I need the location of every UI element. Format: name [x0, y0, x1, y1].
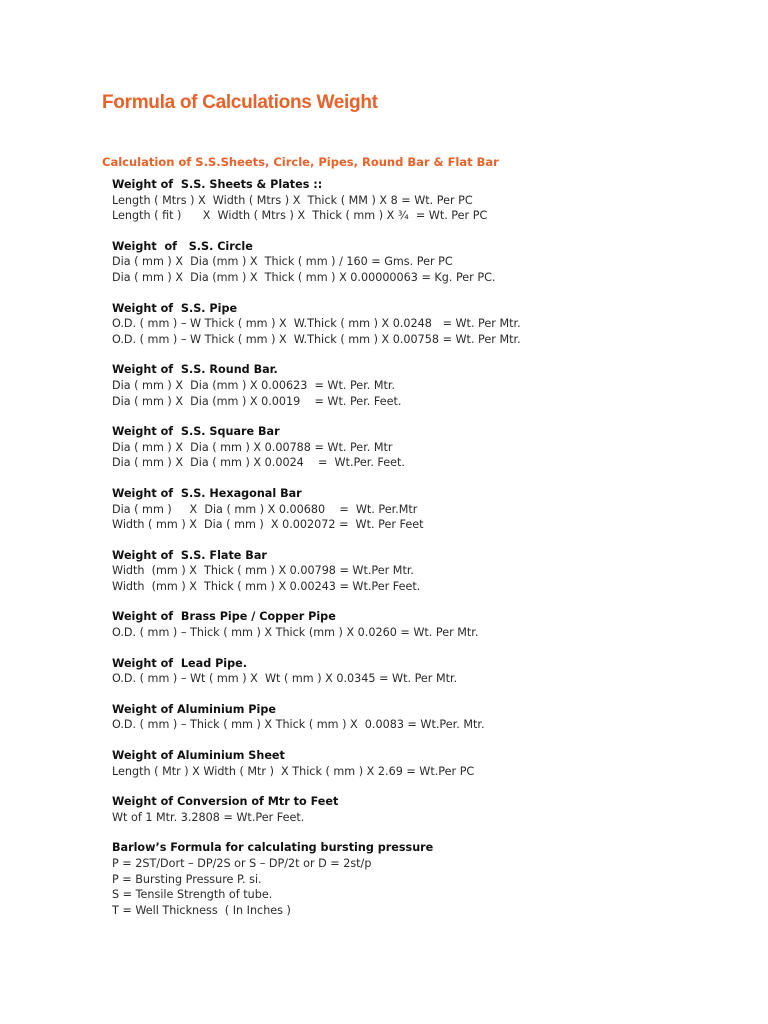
- formula-line: O.D. ( mm ) – Wt ( mm ) X Wt ( mm ) X 0.0345 = Wt. Per Mtr.: [112, 672, 458, 686]
- formula-line: T = Well Thickness ( In Inches ): [112, 903, 291, 917]
- formula-line: Dia ( mm ) X Dia (mm ) X Thick ( mm ) / 160 = Gms. Per PC: [112, 255, 453, 269]
- formula-line: P = Bursting Pressure P. si.: [112, 872, 262, 886]
- formula-section: [112, 424, 752, 471]
- section-heading: Weight of S.S. Square Bar: [112, 425, 280, 439]
- formula-line: Width (mm ) X Thick ( mm ) X 0.00798 = Wt.Per Mtr.: [112, 564, 414, 578]
- formula-line: S = Tensile Strength of tube.: [112, 888, 273, 902]
- formula-line: Width ( mm ) X Dia ( mm ) X 0.002072 = Wt. Per Feet: [112, 518, 424, 532]
- formula-line: Length ( Mtrs ) X Width ( Mtrs ) X Thick ( MM ) X 8 = Wt. Per PC: [112, 193, 473, 207]
- section-heading: Weight of S.S. Round Bar.: [112, 363, 278, 377]
- formula-line: Dia ( mm ) X Dia ( mm ) X 0.00680 = Wt. Per.Mtr: [112, 502, 418, 516]
- section-heading: Weight of Aluminium Pipe: [112, 702, 276, 716]
- section-heading: Weight of Lead Pipe.: [112, 656, 247, 670]
- formula-section: [112, 656, 752, 687]
- formula-line: O.D. ( mm ) – W Thick ( mm ) X W.Thick ( mm ) X 0.0248 = Wt. Per Mtr.: [112, 317, 521, 331]
- formula-section: [112, 548, 752, 595]
- section-heading: Weight of Aluminium Sheet: [112, 749, 285, 763]
- formula-sections: [112, 177, 752, 933]
- formula-line: Dia ( mm ) X Dia ( mm ) X 0.00788 = Wt. Per. Mtr: [112, 440, 393, 454]
- formula-line: Dia ( mm ) X Dia (mm ) X Thick ( mm ) X 0.00000063 = Kg. Per PC.: [112, 270, 496, 284]
- formula-line: O.D. ( mm ) – Thick ( mm ) X Thick ( mm ) X 0.0083 = Wt.Per. Mtr.: [112, 718, 485, 732]
- formula-section: [112, 748, 752, 779]
- formula-section: [112, 239, 752, 286]
- formula-line: O.D. ( mm ) – W Thick ( mm ) X W.Thick ( mm ) X 0.00758 = Wt. Per Mtr.: [112, 332, 521, 346]
- section-heading: Weight of S.S. Pipe: [112, 301, 238, 315]
- formula-line: Dia ( mm ) X Dia ( mm ) X 0.0024 = Wt.Per. Feet.: [112, 456, 405, 470]
- formula-line: Dia ( mm ) X Dia (mm ) X 0.00623 = Wt. Per. Mtr.: [112, 378, 396, 392]
- section-heading: Weight of Brass Pipe / Copper Pipe: [112, 610, 336, 624]
- page-subtitle: Calculation of S.S.Sheets, Circle, Pipes, Round Bar & Flat Bar: [102, 155, 499, 169]
- formula-line: Length ( fit ) X Width ( Mtrs ) X Thick ( mm ) X ¾ = Wt. Per PC: [112, 209, 488, 223]
- section-heading: Weight of S.S. Sheets & Plates ::: [112, 178, 323, 191]
- formula-section: [112, 177, 752, 224]
- formula-line: Wt of 1 Mtr. 3.2808 = Wt.Per Feet.: [112, 810, 305, 824]
- formula-section: [112, 702, 752, 733]
- formula-section: [112, 794, 752, 825]
- section-heading: Weight of S.S. Circle: [112, 239, 253, 253]
- formula-line: O.D. ( mm ) – Thick ( mm ) X Thick (mm ) X 0.0260 = Wt. Per Mtr.: [112, 626, 479, 640]
- formula-section: [112, 840, 752, 918]
- formula-line: Dia ( mm ) X Dia (mm ) X 0.0019 = Wt. Per. Feet.: [112, 394, 402, 408]
- formula-line: Width (mm ) X Thick ( mm ) X 0.00243 = Wt.Per Feet.: [112, 579, 421, 593]
- formula-section: [112, 486, 752, 533]
- section-heading: Barlow’s Formula for calculating bursting pressure: [112, 841, 434, 855]
- section-heading: Weight of S.S. Hexagonal Bar: [112, 486, 302, 500]
- formula-section: [112, 301, 752, 348]
- section-heading: Weight of Conversion of Mtr to Feet: [112, 795, 339, 809]
- formula-section: [112, 609, 752, 640]
- section-heading: Weight of S.S. Flate Bar: [112, 548, 267, 562]
- formula-line: Length ( Mtr ) X Width ( Mtr ) X Thick ( mm ) X 2.69 = Wt.Per PC: [112, 764, 475, 778]
- page-title: Formula of Calculations Weight: [102, 92, 378, 113]
- formula-section: [112, 362, 752, 409]
- formula-line: P = 2ST/Dort – DP/2S or S – DP/2t or D = 2st/p: [112, 857, 372, 870]
